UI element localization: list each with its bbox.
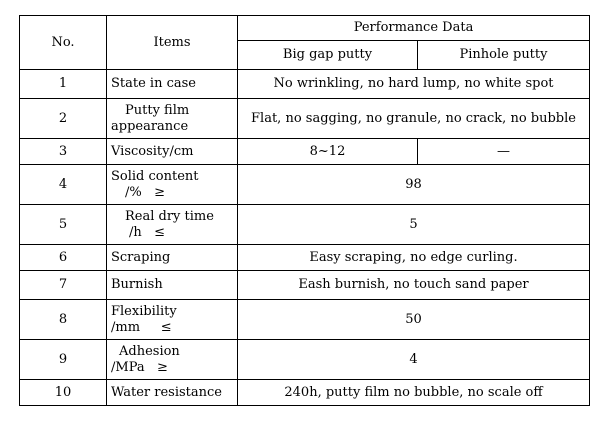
- row-item-line2: /h ≤: [129, 224, 166, 240]
- table-row: [20, 245, 590, 271]
- table-row: [20, 70, 590, 99]
- row-item: Viscosity/cm: [107, 139, 238, 165]
- row-value: No wrinkling, no hard lump, no white spot: [238, 70, 590, 99]
- row-value: 98: [238, 165, 590, 205]
- header-performance-data: Performance Data: [238, 16, 590, 41]
- row-big-gap-value: 8~12: [238, 139, 418, 165]
- table-row: [20, 139, 590, 165]
- header-no: No.: [20, 16, 107, 70]
- row-value: Easy scraping, no edge curling.: [238, 245, 590, 271]
- row-no: 2: [20, 99, 107, 139]
- row-value: 4: [238, 340, 590, 380]
- row-item-line2: /MPa ≥: [111, 359, 168, 375]
- row-item: [107, 340, 238, 380]
- row-value: Eash burnish, no touch sand paper: [238, 271, 590, 300]
- row-item-line2: appearance: [111, 118, 189, 134]
- row-no: 3: [20, 139, 107, 165]
- row-no: 4: [20, 165, 107, 205]
- header-row-1: [20, 16, 590, 41]
- table-row: [20, 205, 590, 245]
- row-no: 5: [20, 205, 107, 245]
- row-item: [107, 205, 238, 245]
- table-row: [20, 300, 590, 340]
- row-pinhole-value: —: [418, 139, 590, 165]
- row-no: 8: [20, 300, 107, 340]
- row-no: 6: [20, 245, 107, 271]
- row-item: [107, 165, 238, 205]
- table-row: [20, 271, 590, 300]
- header-pinhole-putty: Pinhole putty: [418, 41, 590, 70]
- row-value: 5: [238, 205, 590, 245]
- row-item-line2: /% ≥: [125, 184, 166, 200]
- row-item: Burnish: [107, 271, 238, 300]
- performance-table: [19, 15, 590, 406]
- table-row: [20, 380, 590, 406]
- row-value: 240h, putty film no bubble, no scale off: [238, 380, 590, 406]
- row-item: Scraping: [107, 245, 238, 271]
- row-item-line1: Putty film: [125, 102, 190, 118]
- row-item: [107, 300, 238, 340]
- row-value: 50: [238, 300, 590, 340]
- row-item-line2: /mm ≤: [111, 319, 172, 335]
- row-item: Water resistance: [107, 380, 238, 406]
- row-no: 9: [20, 340, 107, 380]
- row-no: 1: [20, 70, 107, 99]
- header-big-gap-putty: Big gap putty: [238, 41, 418, 70]
- row-no: 10: [20, 380, 107, 406]
- header-items: Items: [107, 16, 238, 70]
- table-row: [20, 340, 590, 380]
- row-item-line1: Solid content: [111, 168, 199, 184]
- row-item-line1: Flexibility: [111, 303, 177, 319]
- table-row: [20, 165, 590, 205]
- row-value: Flat, no sagging, no granule, no crack, no bubble: [238, 99, 590, 139]
- row-no: 7: [20, 271, 107, 300]
- row-item-line1: Adhesion: [119, 343, 180, 359]
- table-row: [20, 99, 590, 139]
- row-item: [107, 99, 238, 139]
- row-item-line1: Real dry time: [125, 208, 214, 224]
- row-item: State in case: [107, 70, 238, 99]
